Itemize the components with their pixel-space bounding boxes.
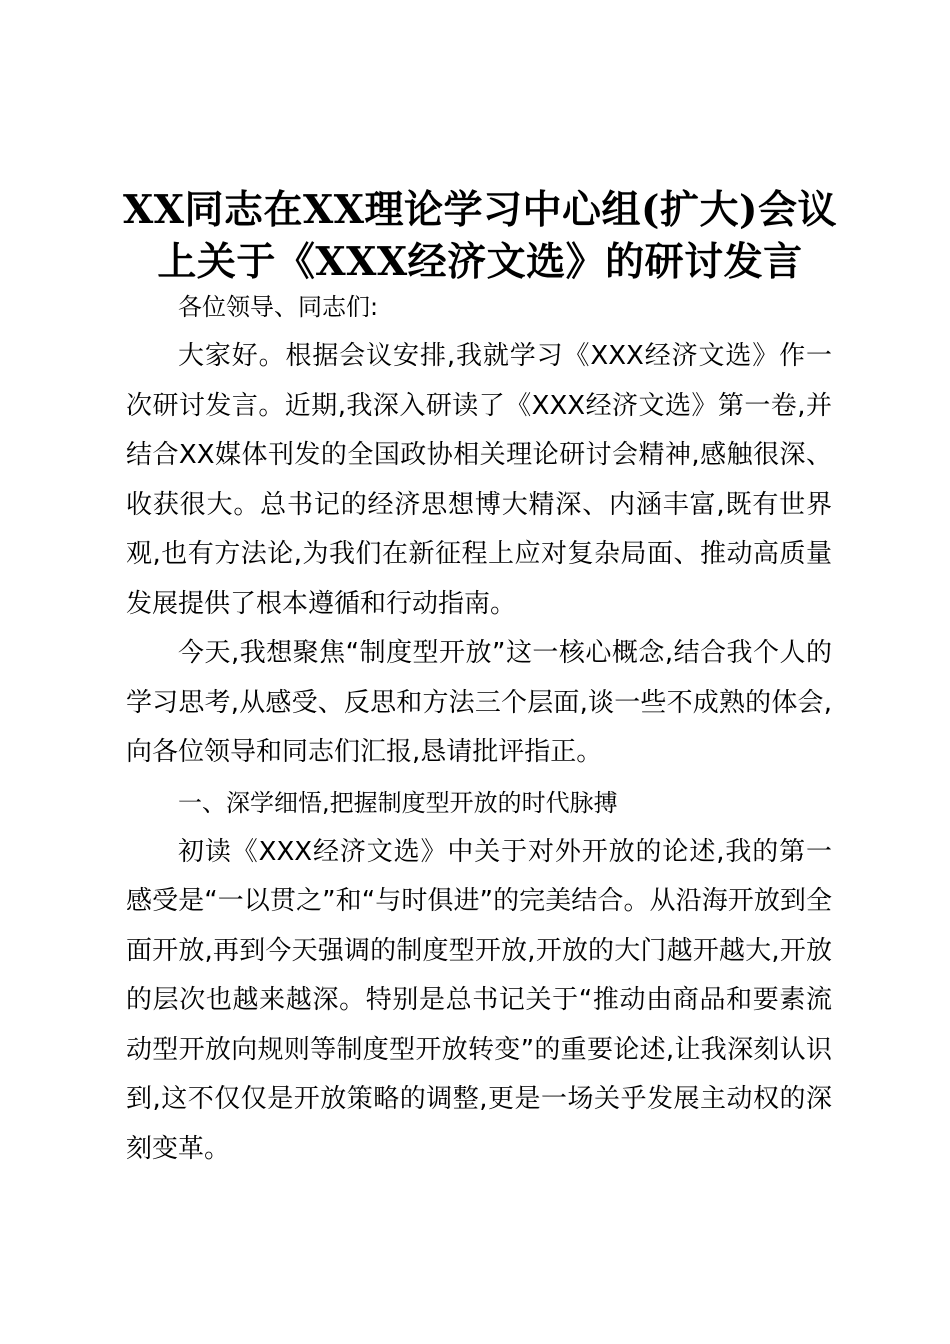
paragraph-intro: 大家好。根据会议安排,我就学习《XXX经济文选》作一次研讨发言。近期,我深入研读了《XXX经济文选》第一卷,并结合XX媒体刊发的全国政协相关理论研讨会精神,感触很深、收获很大。总书记的经济思想博大精深、内涵丰富,既有世界观,也有方法论,为我们在新征程上应对复杂局面、推动高质量发展提供了根本遵循和行动指南。	[126, 341, 832, 619]
salutation: 各位领导、同志们:	[178, 293, 379, 321]
section-heading: 一、深学细悟,把握制度型开放的时代脉搏	[178, 788, 618, 817]
paragraph-focus: 今天,我想聚焦“制度型开放”这一核心概念,结合我个人的学习思考,从感受、反思和方法三个层面,谈一些不成熟的体会,向各位领导和同志们汇报,恳请批评指正。	[126, 638, 832, 767]
paragraph-section-one: 初读《XXX经济文选》中关于对外开放的论述,我的第一感受是“一以贯之”和“与时俱进”的完美结合。从沿海开放到全面开放,再到今天强调的制度型开放,开放的大门越开越大,开放的层次也越来越深。特别是总书记关于“推动由商品和要素流动型开放向规则等制度型开放转变”的重要论述,让我深刻认识到,这不仅仅是开放策略的调整,更是一场关乎发展主动权的深刻变革。	[126, 836, 832, 1164]
document-title: XX同志在XX理论学习中心组(扩大)会议上关于《XXX经济文选》的研讨发言	[123, 187, 837, 285]
document-body	[126, 282, 832, 1174]
